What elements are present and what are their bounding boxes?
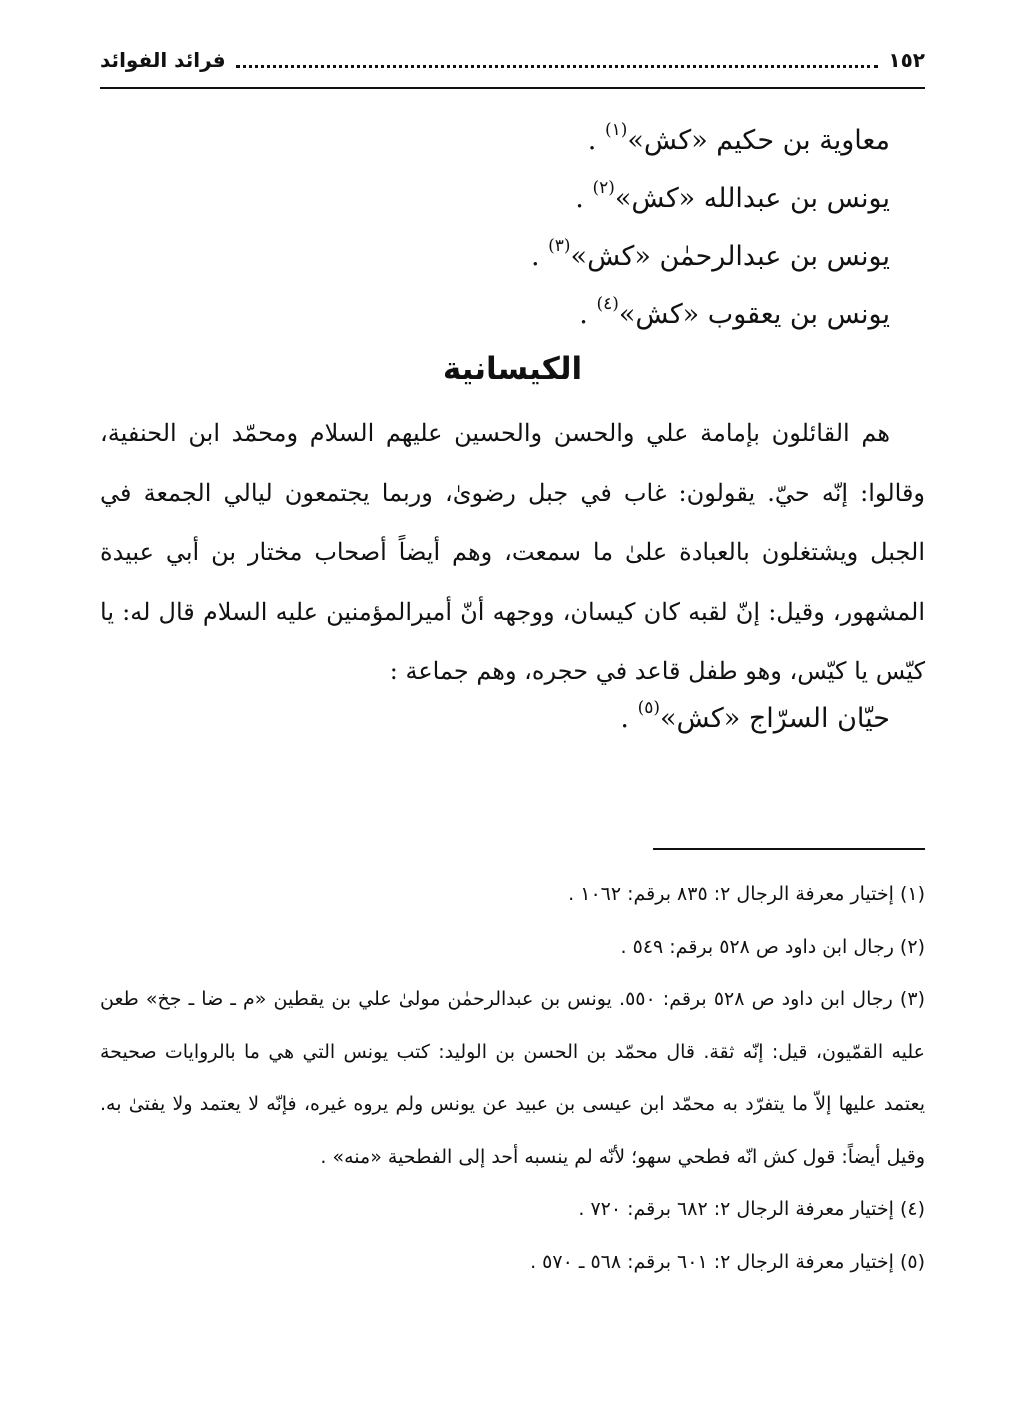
section-heading: الكيسانية: [442, 351, 583, 387]
footnote-divider: [653, 848, 925, 850]
narrator-list: [330, 112, 890, 344]
narrator-entry: [330, 286, 890, 344]
dotted-leader: [236, 65, 879, 68]
footnote: (٤) إختيار معرفة الرجال ٢: ٦٨٢ برقم: ٧٢٠ .: [578, 1198, 925, 1220]
entry-end: .: [579, 299, 588, 330]
narrator-name: يونس بن عبدالله «كش»: [614, 183, 890, 214]
book-title: فرائد الفوائد: [100, 48, 226, 72]
narrator-entry: [330, 170, 890, 228]
section-paragraph: هم القائلون بإمامة علي والحسن والحسين عليهم السلام ومحمّد ابن الحنفية، وقالوا: إنّه حيّ. يقولون: غاب في جبل رضوىٰ، وربما يجتمعون ليالي الجمعة في الجبل ويشتغلون بالعبادة علىٰ ما سمعت، وهم أيضاً أصحاب مختار بن أبي عبيدة المشهور، وقيل: إنّ لقبه كان كيسان، ووجهه أنّ أميرالمؤمنين عليه السلام قال له: يا كيّس يا كيّس، وهو طفل قاعد في حجره، وهم جماعة :: [100, 419, 925, 685]
footnote-marker: (٥): [637, 698, 660, 718]
narrator-name: معاوية بن حكيم «كش»: [627, 125, 890, 156]
entry-end: .: [575, 183, 584, 214]
page-header: [100, 40, 925, 80]
narrator-name: يونس بن عبدالرحمٰن «كش»: [570, 241, 890, 272]
footnote: (١) إختيار معرفة الرجال ٢: ٨٣٥ برقم: ١٠٦٢ .: [568, 883, 925, 905]
narrator-entry: [330, 228, 890, 286]
narrator-entry: [620, 690, 890, 748]
footnote-marker: (٤): [596, 294, 619, 314]
narrator-name: يونس بن يعقوب «كش»: [618, 299, 890, 330]
page-number: ١٥٢: [888, 48, 925, 72]
footnote: (٥) إختيار معرفة الرجال ٢: ٦٠١ برقم: ٥٦٨ ـ ٥٧٠ .: [530, 1250, 925, 1273]
header-divider: [100, 87, 925, 89]
entry-end: .: [620, 703, 629, 734]
entry-end: .: [587, 125, 597, 156]
narrator-name: حيّان السرّاج «كش»: [659, 703, 890, 734]
narrator-entry: [330, 112, 890, 170]
footnote-marker: (٢): [592, 178, 615, 198]
footnote: (٢) رجال ابن داود ص ٥٢٨ برقم: ٥٤٩ .: [620, 935, 925, 958]
footnotes: [100, 868, 925, 1288]
entry-end: .: [530, 241, 540, 272]
footnote-marker: (٣): [548, 236, 571, 256]
footnote-marker: (١): [604, 120, 628, 140]
footnote: (٣) رجال ابن داود ص ٥٢٨ برقم: ٥٥٠. يونس بن عبدالرحمٰن مولىٰ علي بن يقطين «م ـ ضا ـ جخ» طعن عليه القمّيون، قيل: إنّه ثقة. قال محمّد بن الحسن بن الوليد: كتب يونس التي هي ما بالروايات صحيحة يعتمد عليها إلاّ ما يتفرّد به محمّد ابن عيسى بن عبيد عن يونس ولم يروه غيره، فإنّه لا يعتمد ولا يفتىٰ به. وقيل أيضاً: قول كش انّه فطحي سهو؛ لأنّه لم ينسبه أحد إلى الفطحية «منه» .: [100, 988, 925, 1168]
